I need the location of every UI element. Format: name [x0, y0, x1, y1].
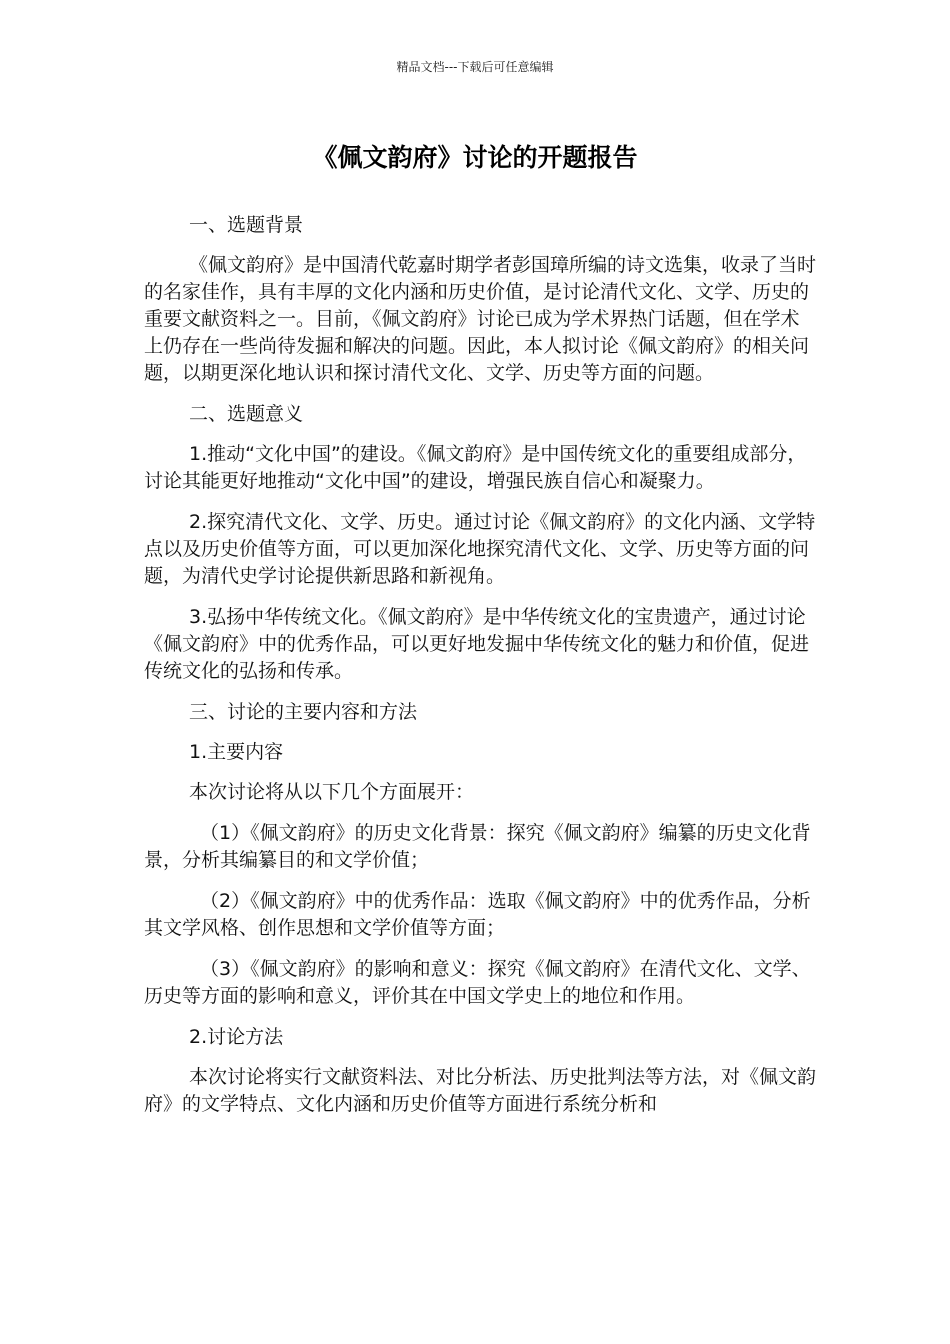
section-heading-background: 一、选题背景 [189, 214, 304, 236]
subheading-main-content: 1.主要内容 [189, 741, 284, 763]
paragraph-methods: 本次讨论将实行文献资料法、对比分析法、历史批判法等方法，对《佩文韵府》的文学特点、文化内涵和历史价值等方面进行系统分析和 [144, 1066, 817, 1115]
list-item-content-1: （1）《佩文韵府》的历史文化背景：探究《佩文韵府》编纂的历史文化背景，分析其编纂目的和文学价值； [144, 822, 811, 871]
list-item-content-3: （3）《佩文韵府》的影响和意义：探究《佩文韵府》在清代文化、文学、历史等方面的影响和意义，评价其在中国文学史上的地位和作用。 [144, 958, 811, 1007]
paragraph-background: 《佩文韵府》是中国清代乾嘉时期学者彭国璋所编的诗文选集，收录了当时的名家佳作，具有丰厚的文化内涵和历史价值，是讨论清代文化、文学、历史的重要文献资料之一。目前，《佩文韵府》讨论已成为学术界热门话题，但在学术上仍存在一些尚待发掘和解决的问题。因此，本人拟讨论《佩文韵府》的相关问题，以期更深化地认识和探讨清代文化、文学、历史等方面的问题。 [144, 254, 817, 384]
section-heading-significance: 二、选题意义 [189, 403, 304, 425]
page-header: 精品文档---下载后可任意编辑 [396, 60, 554, 74]
document-body [144, 212, 818, 1132]
paragraph-significance-1: 1.推动“文化中国”的建设。《佩文韵府》是中国传统文化的重要组成部分，讨论其能更好地推动“文化中国”的建设，增强民族自信心和凝聚力。 [144, 443, 807, 492]
document-title: 《佩文韵府》讨论的开题报告 [312, 143, 638, 172]
list-item-content-2: （2）《佩文韵府》中的优秀作品：选取《佩文韵府》中的优秀作品，分析其文学风格、创作思想和文学价值等方面； [144, 890, 811, 939]
paragraph-significance-2: 2.探究清代文化、文学、历史。通过讨论《佩文韵府》的文化内涵、文学特点以及历史价值等方面，可以更加深化地探究清代文化、文学、历史等方面的问题，为清代史学讨论提供新思路和新视角。 [144, 511, 816, 587]
paragraph-significance-3: 3.弘扬中华传统文化。《佩文韵府》是中华传统文化的宝贵遗产，通过讨论《佩文韵府》中的优秀作品，可以更好地发掘中华传统文化的魅力和价值，促进传统文化的弘扬和传承。 [144, 606, 810, 682]
paragraph-content-intro: 本次讨论将从以下几个方面展开： [189, 781, 475, 803]
subheading-methods: 2.讨论方法 [189, 1026, 284, 1048]
section-heading-content-methods: 三、讨论的主要内容和方法 [189, 701, 418, 723]
